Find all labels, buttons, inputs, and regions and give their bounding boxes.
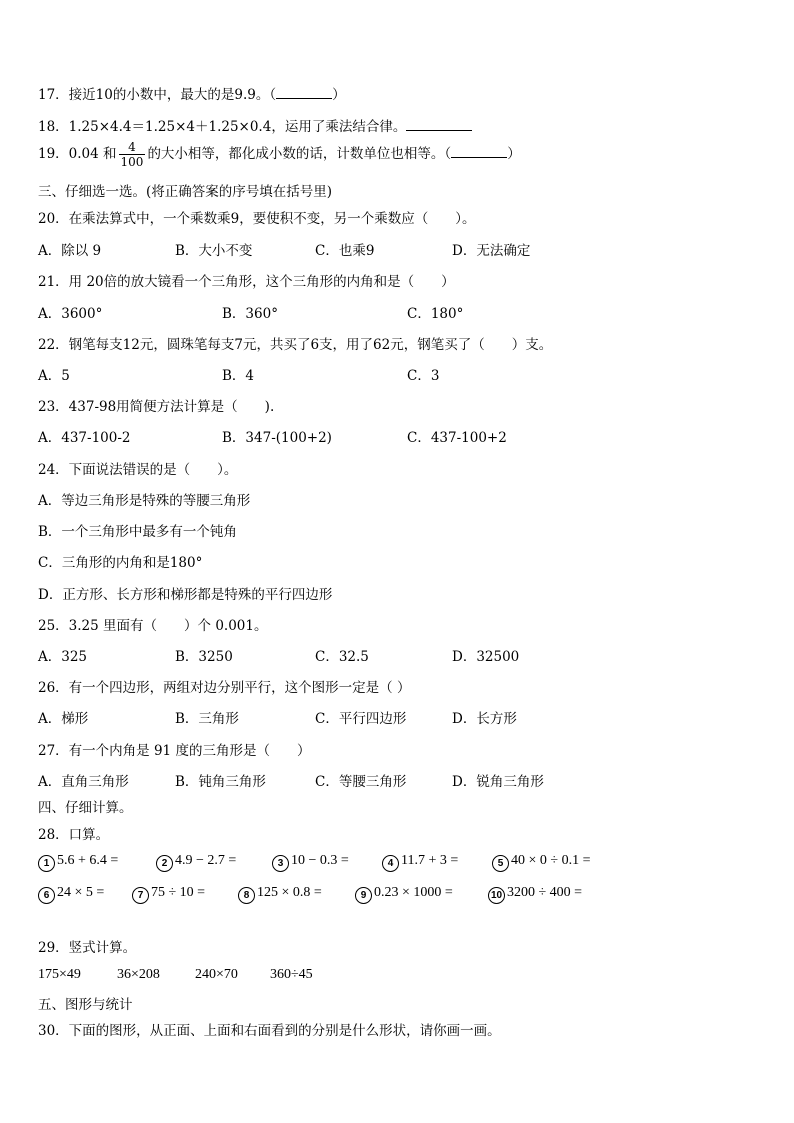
circled-number: 7 [132,887,149,904]
q27-option-a[interactable]: A．直角三角形 [38,774,129,790]
q25-option-b[interactable]: B．3250 [175,649,233,665]
circled-number: 5 [492,855,509,872]
calc-expression: 0.23 × 1000 = [374,885,453,900]
calc-item-1 [38,853,118,872]
answer-blank-19[interactable] [451,145,507,158]
question-25: 25．3.25 里面有（ ）个 0.001。 [38,618,268,634]
circled-number: 6 [38,887,55,904]
q21-option-c[interactable]: C．180° [407,306,464,322]
q20-option-c[interactable]: C．也乘9 [315,243,375,259]
calc-item-4 [382,853,458,872]
q22-option-b[interactable]: B．4 [222,368,255,384]
q22-option-c[interactable]: C．3 [407,368,440,384]
question-19-post: 的大小相等，都化成小数的话，计数单位也相等。（ [147,146,452,162]
vertical-calc-item: 36×208 [117,967,160,982]
q25-option-c[interactable]: C．32.5 [315,649,369,665]
question-29: 29．竖式计算。 [38,940,137,956]
answer-blank-17[interactable] [276,86,332,99]
calc-item-5 [492,853,590,872]
q24-option-c[interactable]: C．三角形的内角和是180° [38,555,203,571]
calc-item-9 [355,885,453,904]
question-23: 23．437-98用简便方法计算是（ ). [38,399,275,415]
q26-option-b[interactable]: B．三角形 [175,711,239,727]
section-3-heading: 三、仔细选一选。(将正确答案的序号填在括号里) [38,184,333,200]
q25-option-d[interactable]: D．32500 [452,649,520,665]
question-20: 20．在乘法算式中，一个乘数乘9，要使积不变，另一个乘数应（ ）。 [38,211,476,227]
q27-option-b[interactable]: B．钝角三角形 [175,774,266,790]
calc-item-7 [132,885,205,904]
calc-expression: 24 × 5 = [57,885,105,900]
fraction-denominator: 100 [120,155,144,169]
calc-expression: 10 − 0.3 = [291,853,349,868]
paren-close: ） [332,87,346,103]
calc-expression: 5.6 + 6.4 = [57,853,119,868]
question-24: 24．下面说法错误的是（ ）。 [38,462,238,478]
calc-item-8 [238,885,322,904]
calc-expression: 125 × 0.8 = [257,885,322,900]
calc-expression: 40 × 0 ÷ 0.1 = [511,853,591,868]
section-5-heading: 五、图形与统计 [38,997,133,1013]
q26-option-a[interactable]: A．梯形 [38,711,89,727]
circled-number: 9 [355,887,372,904]
q23-option-a[interactable]: A．437-100-2 [38,430,131,446]
circled-number: 2 [156,855,173,872]
circled-number: 8 [238,887,255,904]
q27-option-c[interactable]: C．等腰三角形 [315,774,407,790]
q22-option-a[interactable]: A．5 [38,368,70,384]
question-19-pre: 19．0.04 和 [38,146,117,162]
fraction-4-over-100 [119,140,146,169]
circled-number: 1 [38,855,55,872]
calc-expression: 75 ÷ 10 = [151,885,206,900]
question-18-text: 18．1.25×4.4＝1.25×4＋1.25×0.4，运用了乘法结合律。 [38,119,407,135]
question-27: 27．有一个内角是 91 度的三角形是（ ） [38,743,311,759]
calc-expression: 4.9 − 2.7 = [175,853,237,868]
q24-option-b[interactable]: B．一个三角形中最多有一个钝角 [38,524,237,540]
q21-option-b[interactable]: B．360° [222,306,278,322]
calc-expression: 3200 ÷ 400 = [507,885,583,900]
question-19 [38,140,521,169]
q20-option-b[interactable]: B．大小不变 [175,243,253,259]
vertical-calc-item: 175×49 [38,967,81,982]
question-17-text: 17．接近10的小数中，最大的是9.9。（ [38,87,277,103]
q23-option-c[interactable]: C．437-100+2 [407,430,507,446]
q23-option-b[interactable]: B．347-(100+2) [222,430,332,446]
circled-number: 4 [382,855,399,872]
question-17 [38,83,346,103]
question-22: 22．钢笔每支12元，圆珠笔每支7元，共买了6支，用了62元，钢笔买了（ ）支。 [38,337,553,353]
question-21: 21．用 20倍的放大镜看一个三角形，这个三角形的内角和是（ ） [38,274,455,290]
vertical-calc-item: 240×70 [195,967,238,982]
circled-number: 3 [272,855,289,872]
q27-option-d[interactable]: D．锐角三角形 [452,774,544,790]
calc-item-6 [38,885,104,904]
q24-option-a[interactable]: A．等边三角形是特殊的等腰三角形 [38,493,251,509]
answer-blank-18[interactable] [406,118,472,131]
fraction-numerator: 4 [119,140,146,155]
q21-option-a[interactable]: A．3600° [38,306,103,322]
q24-option-d[interactable]: D．正方形、长方形和梯形都是特殊的平行四边形 [38,587,333,603]
vertical-calc-item: 360÷45 [270,967,313,982]
section-4-heading: 四、仔细计算。 [38,800,133,816]
question-28: 28．口算。 [38,827,110,843]
q20-option-a[interactable]: A．除以 9 [38,243,102,259]
calc-item-3 [272,853,349,872]
paren-close: ） [507,146,521,162]
question-26: 26．有一个四边形，两组对边分别平行，这个图形一定是（ ） [38,680,411,696]
calc-expression: 11.7 + 3 = [401,853,459,868]
q20-option-d[interactable]: D．无法确定 [452,243,531,259]
calc-item-2 [156,853,236,872]
q26-option-c[interactable]: C．平行四边形 [315,711,407,727]
circled-number: 10 [488,887,505,904]
calc-item-10 [488,885,582,904]
q26-option-d[interactable]: D．长方形 [452,711,517,727]
q25-option-a[interactable]: A．325 [38,649,88,665]
question-30: 30．下面的图形，从正面、上面和右面看到的分别是什么形状，请你画一画。 [38,1023,501,1039]
question-18 [38,115,472,135]
